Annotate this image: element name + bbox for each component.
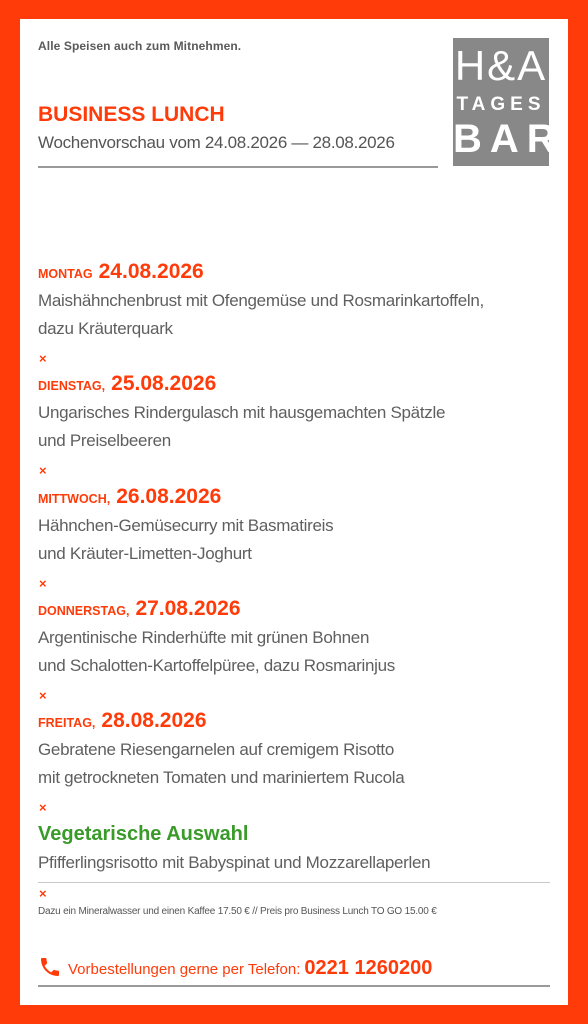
dish-line: Argentinische Rinderhüfte mit grünen Bohnen	[38, 628, 370, 647]
separator-icon: ×	[39, 886, 47, 901]
vegetarian-title: Vegetarische Auswahl	[38, 823, 249, 845]
day-name: DIENSTAG,	[38, 379, 106, 393]
logo-line-3: BAR	[453, 117, 564, 161]
separator-icon: ×	[39, 351, 47, 366]
dish-line: und Schalotten-Kartoffelpüree, dazu Rosmarinjus	[38, 656, 395, 675]
dish-line: Pfifferlingsrisotto mit Babyspinat und Mozzarellaperlen	[38, 853, 431, 872]
phone-order-row[interactable]	[38, 951, 550, 983]
logo-line-2: TAGES	[456, 94, 546, 115]
menu-card	[20, 19, 568, 1005]
vegetarian-section	[38, 819, 430, 877]
section-divider	[38, 882, 550, 883]
price-footnote: Dazu ein Mineralwasser und einen Kaffee 17.50 € // Preis pro Business Lunch TO GO 15.00 €	[38, 906, 437, 917]
dish-line: Maishähnchenbrust mit Ofengemüse und Rosmarinkartoffeln,	[38, 291, 484, 310]
day-monday	[38, 257, 484, 343]
day-name: MITTWOCH,	[38, 492, 111, 506]
day-tuesday	[38, 369, 445, 455]
day-date: 27.08.2026	[135, 597, 241, 620]
dish-line: und Preiselbeeren	[38, 431, 171, 450]
day-date: 24.08.2026	[98, 260, 204, 283]
dish-line: Ungarisches Rindergulasch mit hausgemachten Spätzle	[38, 403, 446, 422]
day-date: 28.08.2026	[101, 709, 207, 732]
dish-line: mit getrockneten Tomaten und mariniertem Rucola	[38, 768, 405, 787]
separator-icon: ×	[39, 800, 47, 815]
dish-line: und Kräuter-Limetten-Joghurt	[38, 544, 252, 563]
day-date: 26.08.2026	[116, 485, 222, 508]
separator-icon: ×	[39, 688, 47, 703]
phone-label: Vorbestellungen gerne per Telefon: 0221 1260200	[68, 957, 433, 979]
phone-icon	[38, 955, 62, 979]
separator-icon: ×	[39, 576, 47, 591]
day-name: FREITAG,	[38, 716, 96, 730]
day-name: MONTAG	[38, 267, 93, 281]
day-date: 25.08.2026	[111, 372, 217, 395]
day-friday	[38, 706, 404, 792]
takeaway-note: Alle Speisen auch zum Mitnehmen.	[38, 39, 242, 53]
week-preview-subtitle: Wochenvorschau vom 24.08.2026 — 28.08.2026	[38, 133, 395, 152]
day-wednesday	[38, 482, 333, 568]
bottom-divider	[38, 985, 550, 987]
logo-line-1: H&A	[454, 42, 548, 89]
day-thursday	[38, 594, 395, 680]
page-title: BUSINESS LUNCH	[38, 103, 225, 126]
dish-line: Hähnchen-Gemüsecurry mit Basmatireis	[38, 516, 334, 535]
separator-icon: ×	[39, 463, 47, 478]
day-name: DONNERSTAG,	[38, 604, 130, 618]
title-divider	[38, 166, 438, 168]
brand-logo	[453, 38, 564, 166]
phone-number[interactable]: 0221 1260200	[304, 957, 433, 979]
dish-line: dazu Kräuterquark	[38, 319, 173, 338]
dish-line: Gebratene Riesengarnelen auf cremigem Risotto	[38, 740, 394, 759]
